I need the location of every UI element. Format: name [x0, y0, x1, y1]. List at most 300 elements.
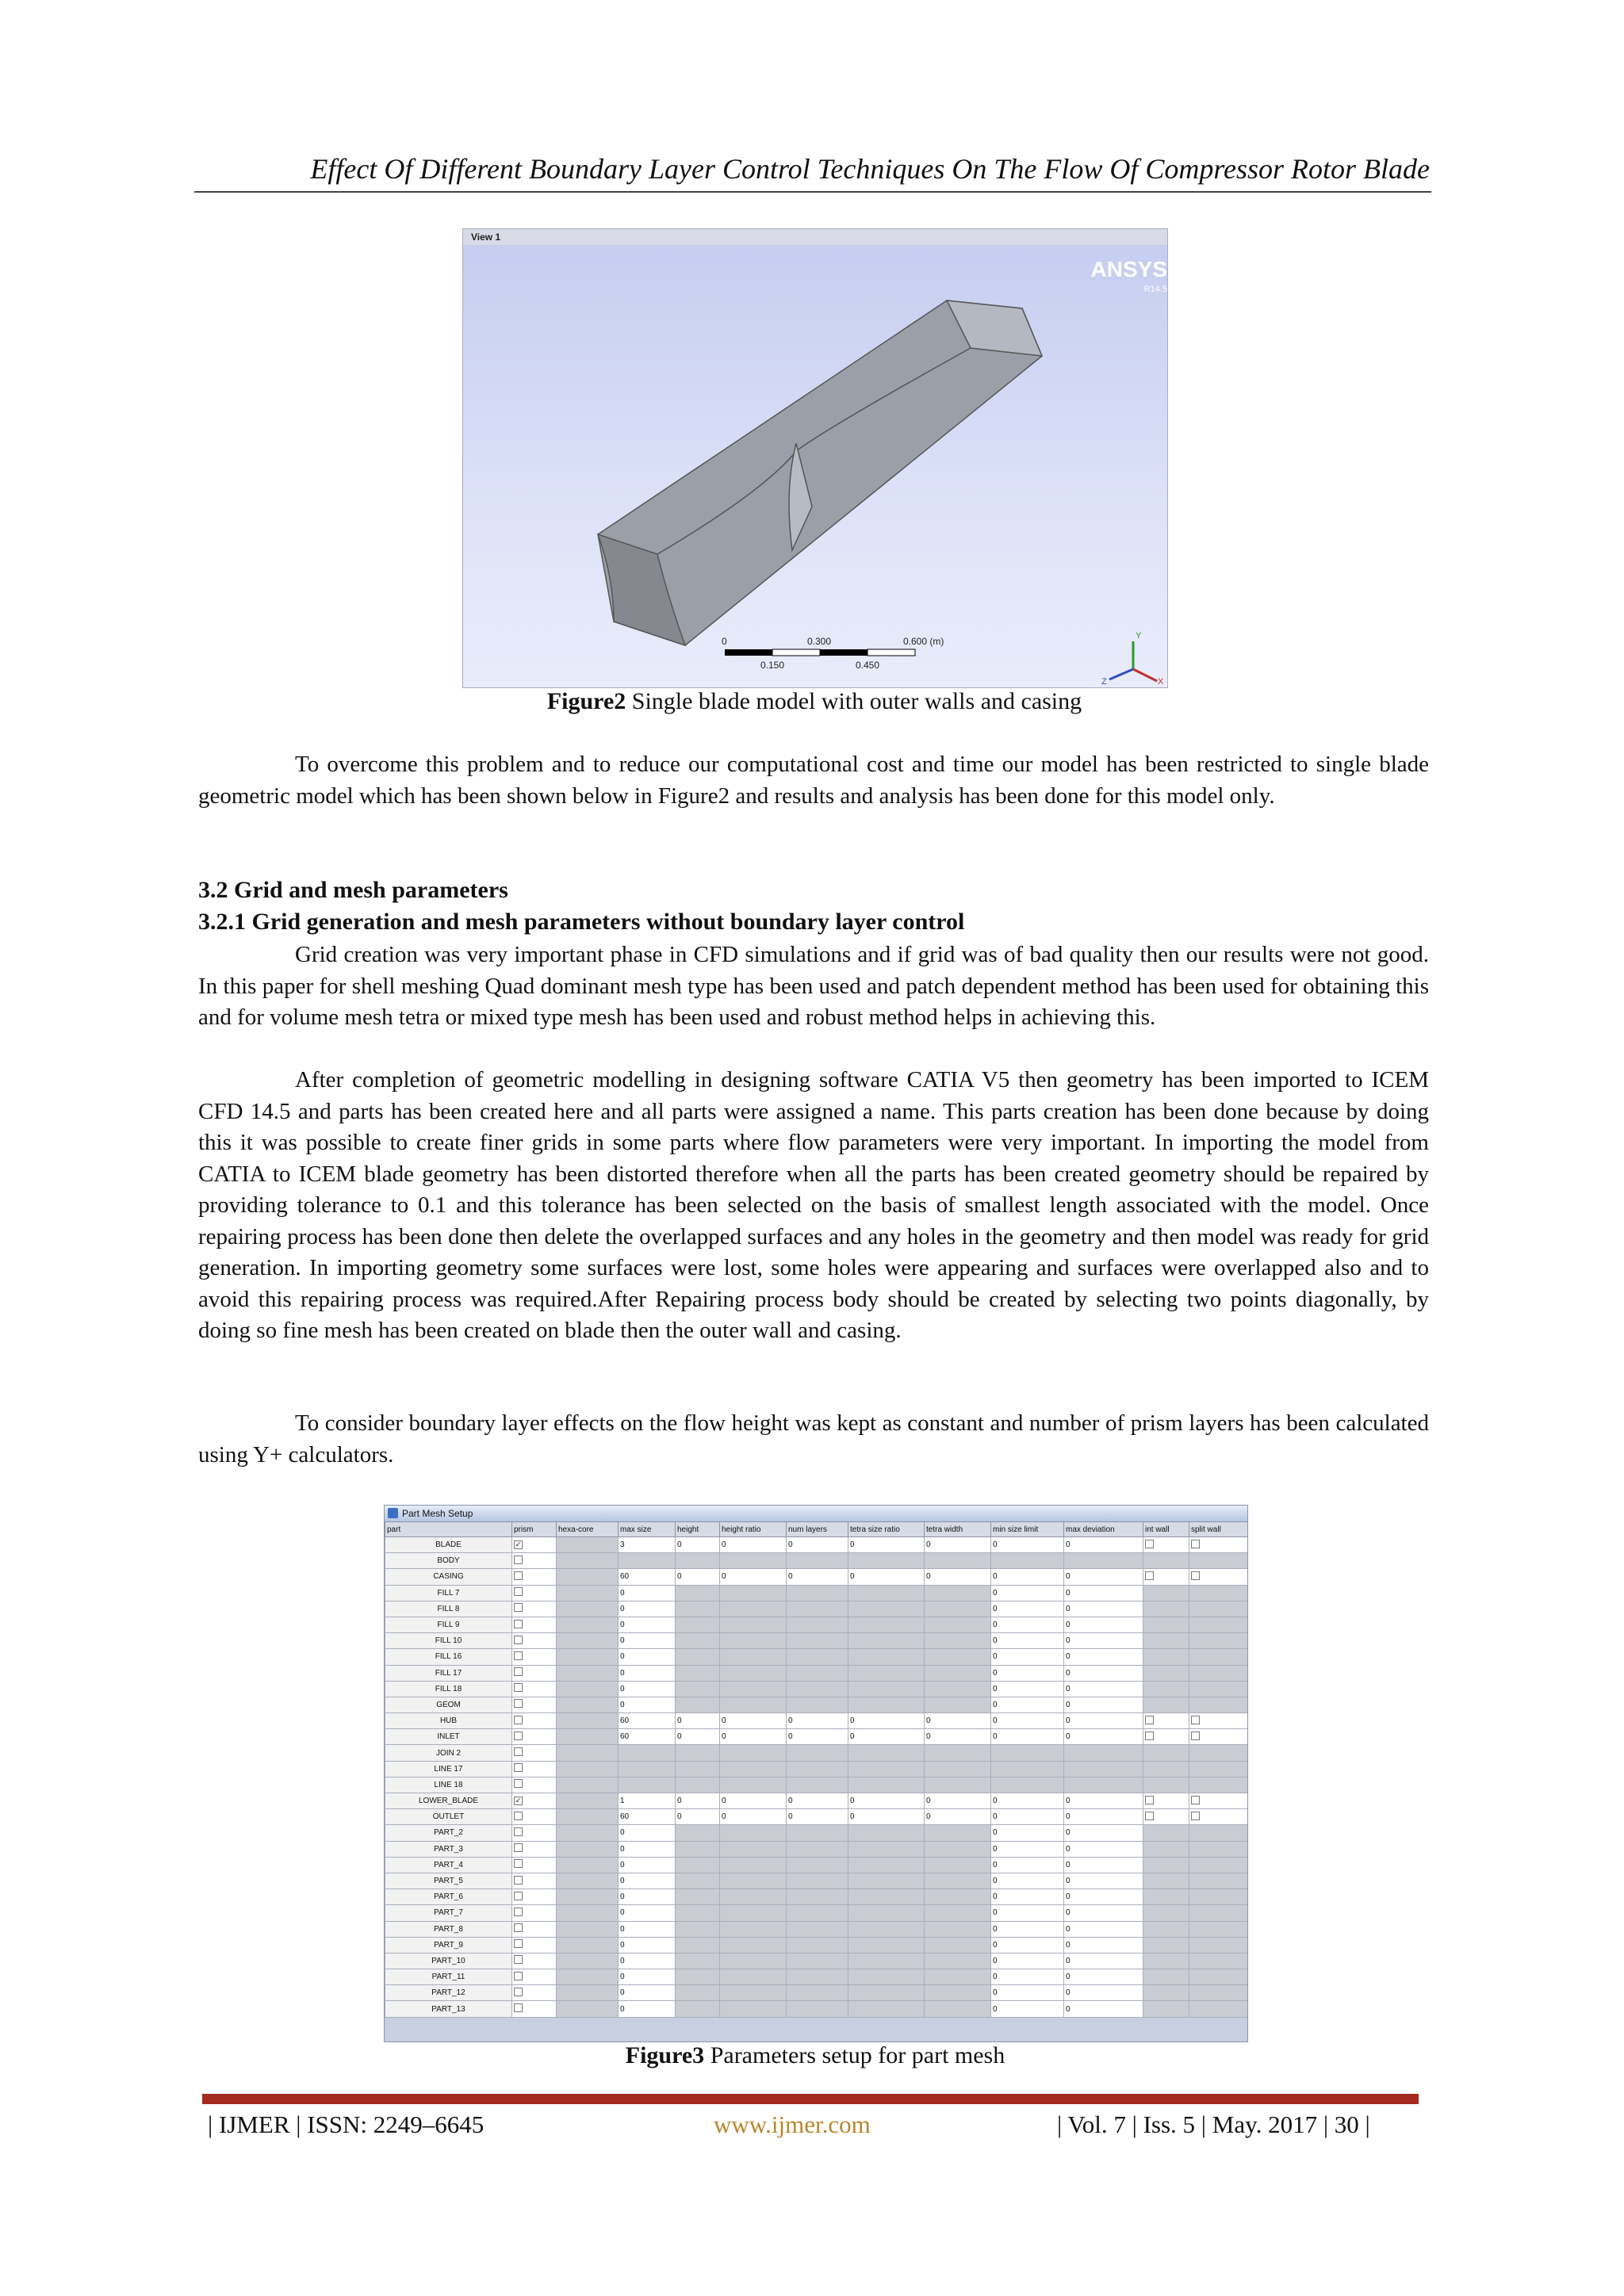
value-cell[interactable] — [925, 1841, 991, 1857]
value-cell[interactable] — [676, 1649, 720, 1665]
checkbox-cell[interactable] — [1143, 1569, 1189, 1585]
column-header[interactable]: height ratio — [720, 1522, 787, 1537]
value-cell[interactable]: 0 — [991, 2001, 1064, 2017]
value-cell[interactable] — [676, 1857, 720, 1873]
checkbox[interactable] — [514, 1859, 523, 1868]
checkbox[interactable] — [514, 1667, 523, 1676]
checkbox-cell[interactable] — [1143, 1873, 1189, 1888]
value-cell[interactable] — [720, 1905, 787, 1921]
checkbox[interactable] — [514, 1988, 523, 1996]
value-cell[interactable] — [720, 1857, 787, 1873]
value-cell[interactable] — [925, 2001, 991, 2017]
value-cell[interactable] — [720, 1601, 787, 1617]
value-cell[interactable] — [925, 1921, 991, 1937]
checkbox[interactable] — [1145, 1540, 1154, 1548]
value-cell[interactable]: 0 — [619, 1633, 676, 1649]
value-cell[interactable]: 0 — [991, 1889, 1064, 1905]
checkbox[interactable] — [514, 1955, 523, 1964]
checkbox-cell[interactable] — [1143, 1601, 1189, 1617]
value-cell[interactable] — [787, 1889, 848, 1905]
value-cell[interactable] — [720, 1697, 787, 1712]
value-cell[interactable] — [991, 1761, 1064, 1777]
checkbox[interactable] — [1191, 1812, 1200, 1820]
value-cell[interactable]: 0 — [848, 1569, 925, 1585]
value-cell[interactable] — [925, 1633, 991, 1649]
value-cell[interactable]: 0 — [991, 1649, 1064, 1665]
value-cell[interactable]: 0 — [1064, 1985, 1143, 2001]
value-cell[interactable]: 0 — [619, 2001, 676, 2017]
value-cell[interactable]: 0 — [991, 1537, 1064, 1553]
value-cell[interactable]: 60 — [619, 1569, 676, 1585]
value-cell[interactable]: 0 — [1064, 1681, 1143, 1697]
value-cell[interactable]: 0 — [1064, 1633, 1143, 1649]
value-cell[interactable] — [848, 1825, 925, 1841]
checkbox[interactable] — [1191, 1732, 1200, 1740]
value-cell[interactable] — [925, 1761, 991, 1777]
checkbox-cell[interactable] — [1143, 1793, 1189, 1809]
checkbox-cell[interactable] — [1189, 1585, 1248, 1601]
value-cell[interactable] — [720, 1681, 787, 1697]
value-cell[interactable] — [991, 1553, 1064, 1569]
checkbox-cell[interactable] — [1143, 1617, 1189, 1632]
checkbox[interactable] — [514, 1716, 523, 1724]
checkbox[interactable] — [514, 1651, 523, 1660]
value-cell[interactable] — [557, 1905, 619, 1921]
checkbox-cell[interactable] — [1189, 1777, 1248, 1793]
checkbox-cell[interactable] — [1189, 1921, 1248, 1937]
checkbox[interactable] — [514, 1812, 523, 1820]
checkbox-cell[interactable] — [1189, 1681, 1248, 1697]
value-cell[interactable] — [720, 1985, 787, 2001]
value-cell[interactable] — [676, 1697, 720, 1712]
checkbox-cell[interactable] — [1189, 1537, 1248, 1553]
value-cell[interactable]: 0 — [676, 1713, 720, 1729]
value-cell[interactable] — [676, 1681, 720, 1697]
value-cell[interactable]: 0 — [991, 1857, 1064, 1873]
checkbox-cell[interactable] — [1143, 1681, 1189, 1697]
checkbox-cell[interactable] — [1143, 1633, 1189, 1649]
value-cell[interactable] — [787, 1825, 848, 1841]
checkbox-cell[interactable] — [1189, 1841, 1248, 1857]
checkbox-cell[interactable] — [512, 1937, 557, 1953]
value-cell[interactable]: 0 — [991, 1953, 1064, 1969]
value-cell[interactable] — [787, 1633, 848, 1649]
value-cell[interactable] — [848, 1873, 925, 1888]
checkbox-cell[interactable] — [1143, 1745, 1189, 1761]
checkbox-cell[interactable] — [512, 1697, 557, 1712]
value-cell[interactable] — [925, 1681, 991, 1697]
value-cell[interactable] — [848, 1953, 925, 1969]
checkbox-cell[interactable] — [512, 1537, 557, 1553]
value-cell[interactable]: 0 — [991, 1617, 1064, 1632]
value-cell[interactable]: 0 — [619, 1825, 676, 1841]
value-cell[interactable]: 0 — [720, 1713, 787, 1729]
checkbox-cell[interactable] — [512, 1793, 557, 1809]
value-cell[interactable] — [676, 1921, 720, 1937]
column-header[interactable]: max deviation — [1064, 1522, 1143, 1537]
value-cell[interactable]: 0 — [676, 1537, 720, 1553]
checkbox[interactable] — [514, 1763, 523, 1772]
value-cell[interactable] — [848, 1681, 925, 1697]
value-cell[interactable] — [557, 1873, 619, 1888]
value-cell[interactable] — [848, 2001, 925, 2017]
value-cell[interactable] — [619, 1761, 676, 1777]
value-cell[interactable] — [848, 1889, 925, 1905]
checkbox-cell[interactable] — [512, 1585, 557, 1601]
checkbox-cell[interactable] — [1189, 1985, 1248, 2001]
value-cell[interactable]: 0 — [991, 1633, 1064, 1649]
value-cell[interactable] — [720, 1841, 787, 1857]
value-cell[interactable]: 0 — [619, 1857, 676, 1873]
checkbox-cell[interactable] — [1189, 1553, 1248, 1569]
value-cell[interactable]: 0 — [787, 1729, 848, 1745]
column-header[interactable]: tetra width — [925, 1522, 991, 1537]
checkbox-cell[interactable] — [512, 1825, 557, 1841]
checkbox-cell[interactable] — [1189, 1665, 1248, 1681]
value-cell[interactable] — [557, 1937, 619, 1953]
value-cell[interactable] — [619, 1745, 676, 1761]
value-cell[interactable]: 0 — [991, 1569, 1064, 1585]
column-header[interactable]: height — [676, 1522, 720, 1537]
checkbox-cell[interactable] — [1189, 1649, 1248, 1665]
checkbox-cell[interactable] — [512, 1601, 557, 1617]
value-cell[interactable] — [848, 1697, 925, 1712]
value-cell[interactable] — [848, 1921, 925, 1937]
checkbox[interactable] — [1191, 1540, 1200, 1548]
value-cell[interactable] — [925, 1585, 991, 1601]
value-cell[interactable] — [787, 1921, 848, 1937]
value-cell[interactable]: 0 — [1064, 1649, 1143, 1665]
checkbox[interactable]: ✓ — [515, 1797, 522, 1805]
value-cell[interactable]: 0 — [619, 1841, 676, 1857]
value-cell[interactable] — [1064, 1777, 1143, 1793]
value-cell[interactable]: 0 — [848, 1729, 925, 1745]
value-cell[interactable]: 0 — [991, 1681, 1064, 1697]
value-cell[interactable] — [925, 1985, 991, 2001]
value-cell[interactable]: 1 — [619, 1793, 676, 1809]
value-cell[interactable] — [676, 1889, 720, 1905]
value-cell[interactable]: 0 — [1064, 1537, 1143, 1553]
checkbox-cell[interactable] — [1189, 1825, 1248, 1841]
value-cell[interactable] — [557, 1825, 619, 1841]
value-cell[interactable] — [557, 1777, 619, 1793]
checkbox-cell[interactable] — [1143, 1777, 1189, 1793]
value-cell[interactable]: 0 — [1064, 1713, 1143, 1729]
value-cell[interactable] — [720, 1761, 787, 1777]
checkbox-cell[interactable] — [1189, 1569, 1248, 1585]
value-cell[interactable] — [787, 1777, 848, 1793]
checkbox-cell[interactable] — [1189, 1793, 1248, 1809]
column-header[interactable]: int wall — [1143, 1522, 1189, 1537]
checkbox[interactable] — [514, 1587, 523, 1596]
checkbox-cell[interactable] — [512, 1889, 557, 1905]
checkbox-cell[interactable] — [1189, 1873, 1248, 1888]
value-cell[interactable] — [848, 1969, 925, 1985]
value-cell[interactable] — [925, 1825, 991, 1841]
checkbox-cell[interactable] — [1143, 1937, 1189, 1953]
value-cell[interactable]: 0 — [1064, 1873, 1143, 1888]
value-cell[interactable] — [676, 1553, 720, 1569]
value-cell[interactable] — [848, 1649, 925, 1665]
value-cell[interactable]: 0 — [925, 1809, 991, 1825]
value-cell[interactable] — [676, 1633, 720, 1649]
value-cell[interactable] — [720, 1873, 787, 1888]
value-cell[interactable] — [720, 1649, 787, 1665]
checkbox-cell[interactable] — [512, 1729, 557, 1745]
value-cell[interactable]: 0 — [1064, 1665, 1143, 1681]
value-cell[interactable] — [848, 1665, 925, 1681]
value-cell[interactable] — [848, 1585, 925, 1601]
checkbox[interactable] — [514, 1732, 523, 1740]
checkbox[interactable] — [514, 1603, 523, 1612]
value-cell[interactable] — [557, 1633, 619, 1649]
checkbox-cell[interactable] — [512, 1905, 557, 1921]
value-cell[interactable]: 0 — [991, 1793, 1064, 1809]
value-cell[interactable] — [557, 1585, 619, 1601]
checkbox-cell[interactable] — [1143, 1857, 1189, 1873]
checkbox[interactable] — [514, 1876, 523, 1885]
checkbox[interactable] — [1191, 1716, 1200, 1724]
value-cell[interactable] — [925, 1857, 991, 1873]
checkbox-cell[interactable] — [512, 1713, 557, 1729]
value-cell[interactable] — [787, 1841, 848, 1857]
value-cell[interactable]: 0 — [1064, 1889, 1143, 1905]
value-cell[interactable] — [557, 1793, 619, 1809]
value-cell[interactable] — [720, 1937, 787, 1953]
checkbox-cell[interactable] — [1143, 1537, 1189, 1553]
value-cell[interactable]: 0 — [1064, 2001, 1143, 2017]
checkbox-cell[interactable] — [1143, 1729, 1189, 1745]
value-cell[interactable] — [676, 1585, 720, 1601]
value-cell[interactable]: 0 — [848, 1793, 925, 1809]
value-cell[interactable] — [676, 1617, 720, 1632]
checkbox-cell[interactable] — [512, 1665, 557, 1681]
column-header[interactable]: tetra size ratio — [848, 1522, 925, 1537]
value-cell[interactable]: 0 — [619, 1969, 676, 1985]
checkbox-cell[interactable] — [512, 1921, 557, 1937]
value-cell[interactable]: 0 — [720, 1569, 787, 1585]
checkbox[interactable] — [514, 1636, 523, 1644]
checkbox-cell[interactable] — [1143, 1649, 1189, 1665]
checkbox[interactable] — [514, 1683, 523, 1692]
checkbox-cell[interactable] — [1189, 1809, 1248, 1825]
checkbox-cell[interactable] — [512, 1649, 557, 1665]
column-header[interactable]: max size — [619, 1522, 676, 1537]
checkbox[interactable] — [514, 1827, 523, 1836]
checkbox-cell[interactable] — [1143, 1889, 1189, 1905]
value-cell[interactable]: 0 — [1064, 1585, 1143, 1601]
value-cell[interactable] — [787, 1681, 848, 1697]
value-cell[interactable] — [787, 1857, 848, 1873]
value-cell[interactable]: 0 — [619, 1889, 676, 1905]
value-cell[interactable] — [787, 1585, 848, 1601]
value-cell[interactable]: 0 — [619, 1617, 676, 1632]
value-cell[interactable] — [676, 1905, 720, 1921]
value-cell[interactable]: 0 — [787, 1809, 848, 1825]
value-cell[interactable] — [557, 1889, 619, 1905]
value-cell[interactable] — [676, 1665, 720, 1681]
checkbox-cell[interactable] — [1143, 1969, 1189, 1985]
value-cell[interactable]: 0 — [676, 1729, 720, 1745]
value-cell[interactable] — [720, 1777, 787, 1793]
value-cell[interactable]: 0 — [676, 1809, 720, 1825]
value-cell[interactable]: 0 — [720, 1537, 787, 1553]
value-cell[interactable] — [925, 1553, 991, 1569]
value-cell[interactable] — [787, 1953, 848, 1969]
value-cell[interactable] — [925, 1745, 991, 1761]
checkbox-cell[interactable] — [1189, 1601, 1248, 1617]
value-cell[interactable]: 0 — [991, 1905, 1064, 1921]
value-cell[interactable] — [557, 1553, 619, 1569]
value-cell[interactable] — [848, 1937, 925, 1953]
value-cell[interactable] — [557, 1745, 619, 1761]
value-cell[interactable]: 0 — [787, 1537, 848, 1553]
value-cell[interactable] — [619, 1777, 676, 1793]
value-cell[interactable]: 0 — [991, 1585, 1064, 1601]
value-cell[interactable]: 60 — [619, 1729, 676, 1745]
value-cell[interactable] — [925, 1617, 991, 1632]
value-cell[interactable] — [557, 1969, 619, 1985]
checkbox[interactable] — [514, 1779, 523, 1788]
value-cell[interactable] — [925, 1889, 991, 1905]
value-cell[interactable]: 0 — [676, 1569, 720, 1585]
value-cell[interactable] — [720, 1921, 787, 1937]
value-cell[interactable] — [720, 1825, 787, 1841]
checkbox-cell[interactable] — [1189, 1889, 1248, 1905]
value-cell[interactable] — [720, 1969, 787, 1985]
checkbox-cell[interactable] — [512, 2001, 557, 2017]
checkbox-cell[interactable] — [512, 1857, 557, 1873]
value-cell[interactable] — [848, 1633, 925, 1649]
value-cell[interactable]: 0 — [848, 1537, 925, 1553]
column-header[interactable]: num layers — [787, 1522, 848, 1537]
value-cell[interactable]: 0 — [991, 1937, 1064, 1953]
checkbox-cell[interactable] — [512, 1809, 557, 1825]
value-cell[interactable] — [557, 1617, 619, 1632]
value-cell[interactable] — [557, 1729, 619, 1745]
value-cell[interactable]: 0 — [619, 1585, 676, 1601]
value-cell[interactable]: 0 — [619, 1905, 676, 1921]
checkbox-cell[interactable] — [1189, 1905, 1248, 1921]
value-cell[interactable] — [787, 1873, 848, 1888]
checkbox[interactable] — [514, 1908, 523, 1916]
value-cell[interactable]: 0 — [720, 1793, 787, 1809]
checkbox[interactable] — [514, 1556, 523, 1564]
checkbox[interactable] — [514, 1699, 523, 1708]
value-cell[interactable] — [676, 1761, 720, 1777]
value-cell[interactable] — [720, 1665, 787, 1681]
checkbox-cell[interactable] — [1143, 1825, 1189, 1841]
value-cell[interactable]: 0 — [787, 1793, 848, 1809]
value-cell[interactable]: 0 — [619, 1681, 676, 1697]
value-cell[interactable]: 0 — [720, 1809, 787, 1825]
value-cell[interactable] — [557, 2001, 619, 2017]
value-cell[interactable] — [557, 1953, 619, 1969]
checkbox-cell[interactable] — [1189, 1713, 1248, 1729]
value-cell[interactable] — [925, 1601, 991, 1617]
value-cell[interactable] — [787, 1985, 848, 2001]
value-cell[interactable]: 0 — [676, 1793, 720, 1809]
value-cell[interactable]: 0 — [1064, 1905, 1143, 1921]
value-cell[interactable] — [720, 1553, 787, 1569]
value-cell[interactable]: 0 — [1064, 1793, 1143, 1809]
value-cell[interactable]: 0 — [991, 1729, 1064, 1745]
checkbox[interactable] — [514, 1939, 523, 1948]
value-cell[interactable]: 0 — [619, 1921, 676, 1937]
value-cell[interactable]: 0 — [991, 1825, 1064, 1841]
checkbox-cell[interactable] — [1143, 1921, 1189, 1937]
checkbox-cell[interactable] — [512, 1633, 557, 1649]
value-cell[interactable]: 0 — [991, 1921, 1064, 1937]
value-cell[interactable] — [676, 2001, 720, 2017]
value-cell[interactable] — [676, 1825, 720, 1841]
checkbox[interactable] — [1145, 1732, 1154, 1740]
value-cell[interactable] — [848, 1745, 925, 1761]
value-cell[interactable] — [925, 1873, 991, 1888]
value-cell[interactable] — [676, 1841, 720, 1857]
value-cell[interactable] — [787, 1697, 848, 1712]
value-cell[interactable] — [787, 2001, 848, 2017]
value-cell[interactable]: 0 — [991, 1713, 1064, 1729]
value-cell[interactable] — [787, 1761, 848, 1777]
checkbox[interactable] — [1145, 1812, 1154, 1820]
checkbox-cell[interactable] — [512, 1745, 557, 1761]
value-cell[interactable]: 0 — [787, 1713, 848, 1729]
value-cell[interactable]: 0 — [1064, 1937, 1143, 1953]
value-cell[interactable] — [787, 1617, 848, 1632]
value-cell[interactable]: 0 — [991, 1665, 1064, 1681]
checkbox-cell[interactable] — [1143, 1585, 1189, 1601]
value-cell[interactable] — [787, 1969, 848, 1985]
value-cell[interactable]: 3 — [619, 1537, 676, 1553]
value-cell[interactable]: 0 — [619, 1953, 676, 1969]
value-cell[interactable] — [991, 1745, 1064, 1761]
checkbox[interactable] — [514, 1923, 523, 1932]
value-cell[interactable]: 0 — [787, 1569, 848, 1585]
column-header[interactable]: hexa-core — [557, 1522, 619, 1537]
value-cell[interactable]: 0 — [991, 1873, 1064, 1888]
value-cell[interactable] — [557, 1985, 619, 2001]
checkbox-cell[interactable] — [1143, 1809, 1189, 1825]
checkbox-cell[interactable] — [512, 1617, 557, 1632]
value-cell[interactable]: 0 — [1064, 1841, 1143, 1857]
value-cell[interactable] — [557, 1713, 619, 1729]
value-cell[interactable]: 60 — [619, 1809, 676, 1825]
value-cell[interactable] — [1064, 1745, 1143, 1761]
checkbox-cell[interactable] — [1189, 1729, 1248, 1745]
footer-url[interactable]: www.ijmer.com — [714, 2110, 871, 2138]
value-cell[interactable]: 0 — [1064, 1969, 1143, 1985]
value-cell[interactable]: 0 — [619, 1649, 676, 1665]
value-cell[interactable] — [848, 1601, 925, 1617]
value-cell[interactable] — [925, 1937, 991, 1953]
value-cell[interactable] — [557, 1921, 619, 1937]
checkbox[interactable] — [1145, 1571, 1154, 1580]
value-cell[interactable] — [787, 1649, 848, 1665]
value-cell[interactable]: 0 — [1064, 1857, 1143, 1873]
checkbox[interactable] — [1145, 1796, 1154, 1804]
value-cell[interactable] — [848, 1761, 925, 1777]
value-cell[interactable] — [848, 1617, 925, 1632]
checkbox[interactable] — [514, 1892, 523, 1900]
value-cell[interactable] — [787, 1601, 848, 1617]
checkbox-cell[interactable] — [1189, 1857, 1248, 1873]
value-cell[interactable] — [1064, 1761, 1143, 1777]
value-cell[interactable] — [787, 1665, 848, 1681]
value-cell[interactable]: 0 — [1064, 1569, 1143, 1585]
value-cell[interactable] — [787, 1937, 848, 1953]
checkbox-cell[interactable] — [1143, 1761, 1189, 1777]
